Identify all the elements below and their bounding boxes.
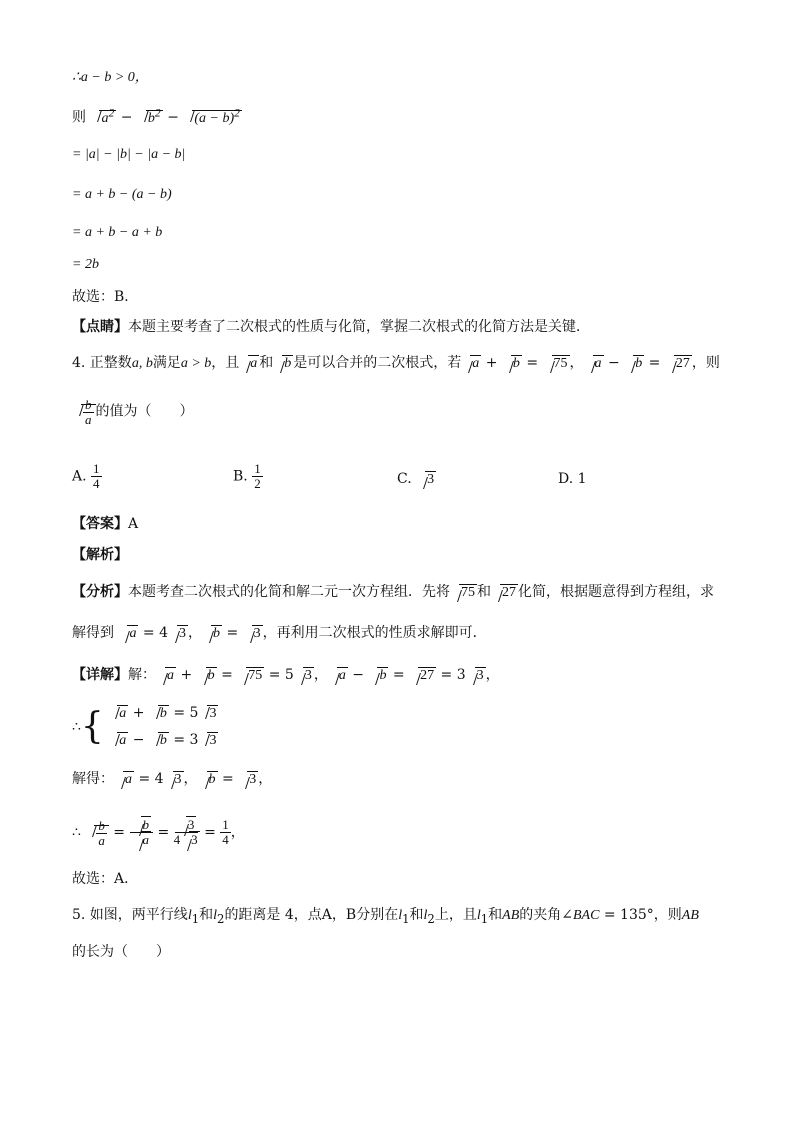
analysis-line-1: 【分析】本题考查二次根式的化简和解二元一次方程组．先将 75 和 27 化简，根据题意得到方程组，求 (72, 584, 714, 600)
step-line-6: = 2b (72, 257, 99, 272)
option-a: A. $\frac{1}{4}$ (72, 461, 100, 491)
detail-line: 【详解】解： a + b = 75 = 5 3 ， a − b = 27 = 3 3 ， (72, 667, 500, 683)
comment-line: 【点睛】本题主要考查了二次根式的性质与化简，掌握二次根式的化简方法是关键． (72, 319, 590, 335)
question-5-end: 的长为（ ） (72, 944, 170, 960)
choose-b: 故选：B． (72, 289, 139, 305)
option-c: C. 3 (397, 471, 435, 487)
choose-a: 故选：A． (72, 871, 139, 887)
solution-line: 解得： a = 4 3 ， b = 3 ， (72, 771, 273, 787)
option-d: D. 1 (558, 471, 587, 487)
result-line: ∴ $\frac{b}{a}$ = $\frac{b}{a}$ = $\frac{3}{4 3}$ = $\frac{1}{4}$ ， (72, 817, 245, 848)
step-line-1: ∴a − b > 0， (72, 70, 149, 85)
step-line-5: = a + b − a + b (72, 225, 163, 240)
step-line-2: 则 $a^2 - b^2 - (a - b)^2$ (72, 106, 240, 126)
step-line-4: = a + b − (a − b) (72, 187, 172, 202)
answer-line: 【答案】A (72, 516, 139, 532)
question-4: 4. 正整数a, b满足a > b，且 a 和 b 是可以合并的二次根式，若 a + b = 75 ， a − b = 27 ，则 (72, 355, 720, 371)
question-4-value: $\frac{b}{a}$ 的值为（ ） (72, 398, 194, 427)
analysis-line-2: 解得到 a = 4 3 ， b = 3 ，再利用二次根式的性质求解即可． (72, 625, 487, 641)
equation-system: ∴{ a + b = 5 3 a − b = 3 3 (72, 700, 218, 754)
question-5: 5. 如图，两平行线$l_1$和$l_2$的距离是 4，点A，B分别在$l_1$和$l_2$上，且$l_1$和AB的夹角∠BAC = 135°，则AB (72, 907, 699, 926)
analysis-tag: 【解析】 (72, 547, 128, 563)
step-line-3: = |a| − |b| − |a − b| (72, 147, 186, 162)
option-b: B. $\frac{1}{2}$ (233, 461, 261, 491)
